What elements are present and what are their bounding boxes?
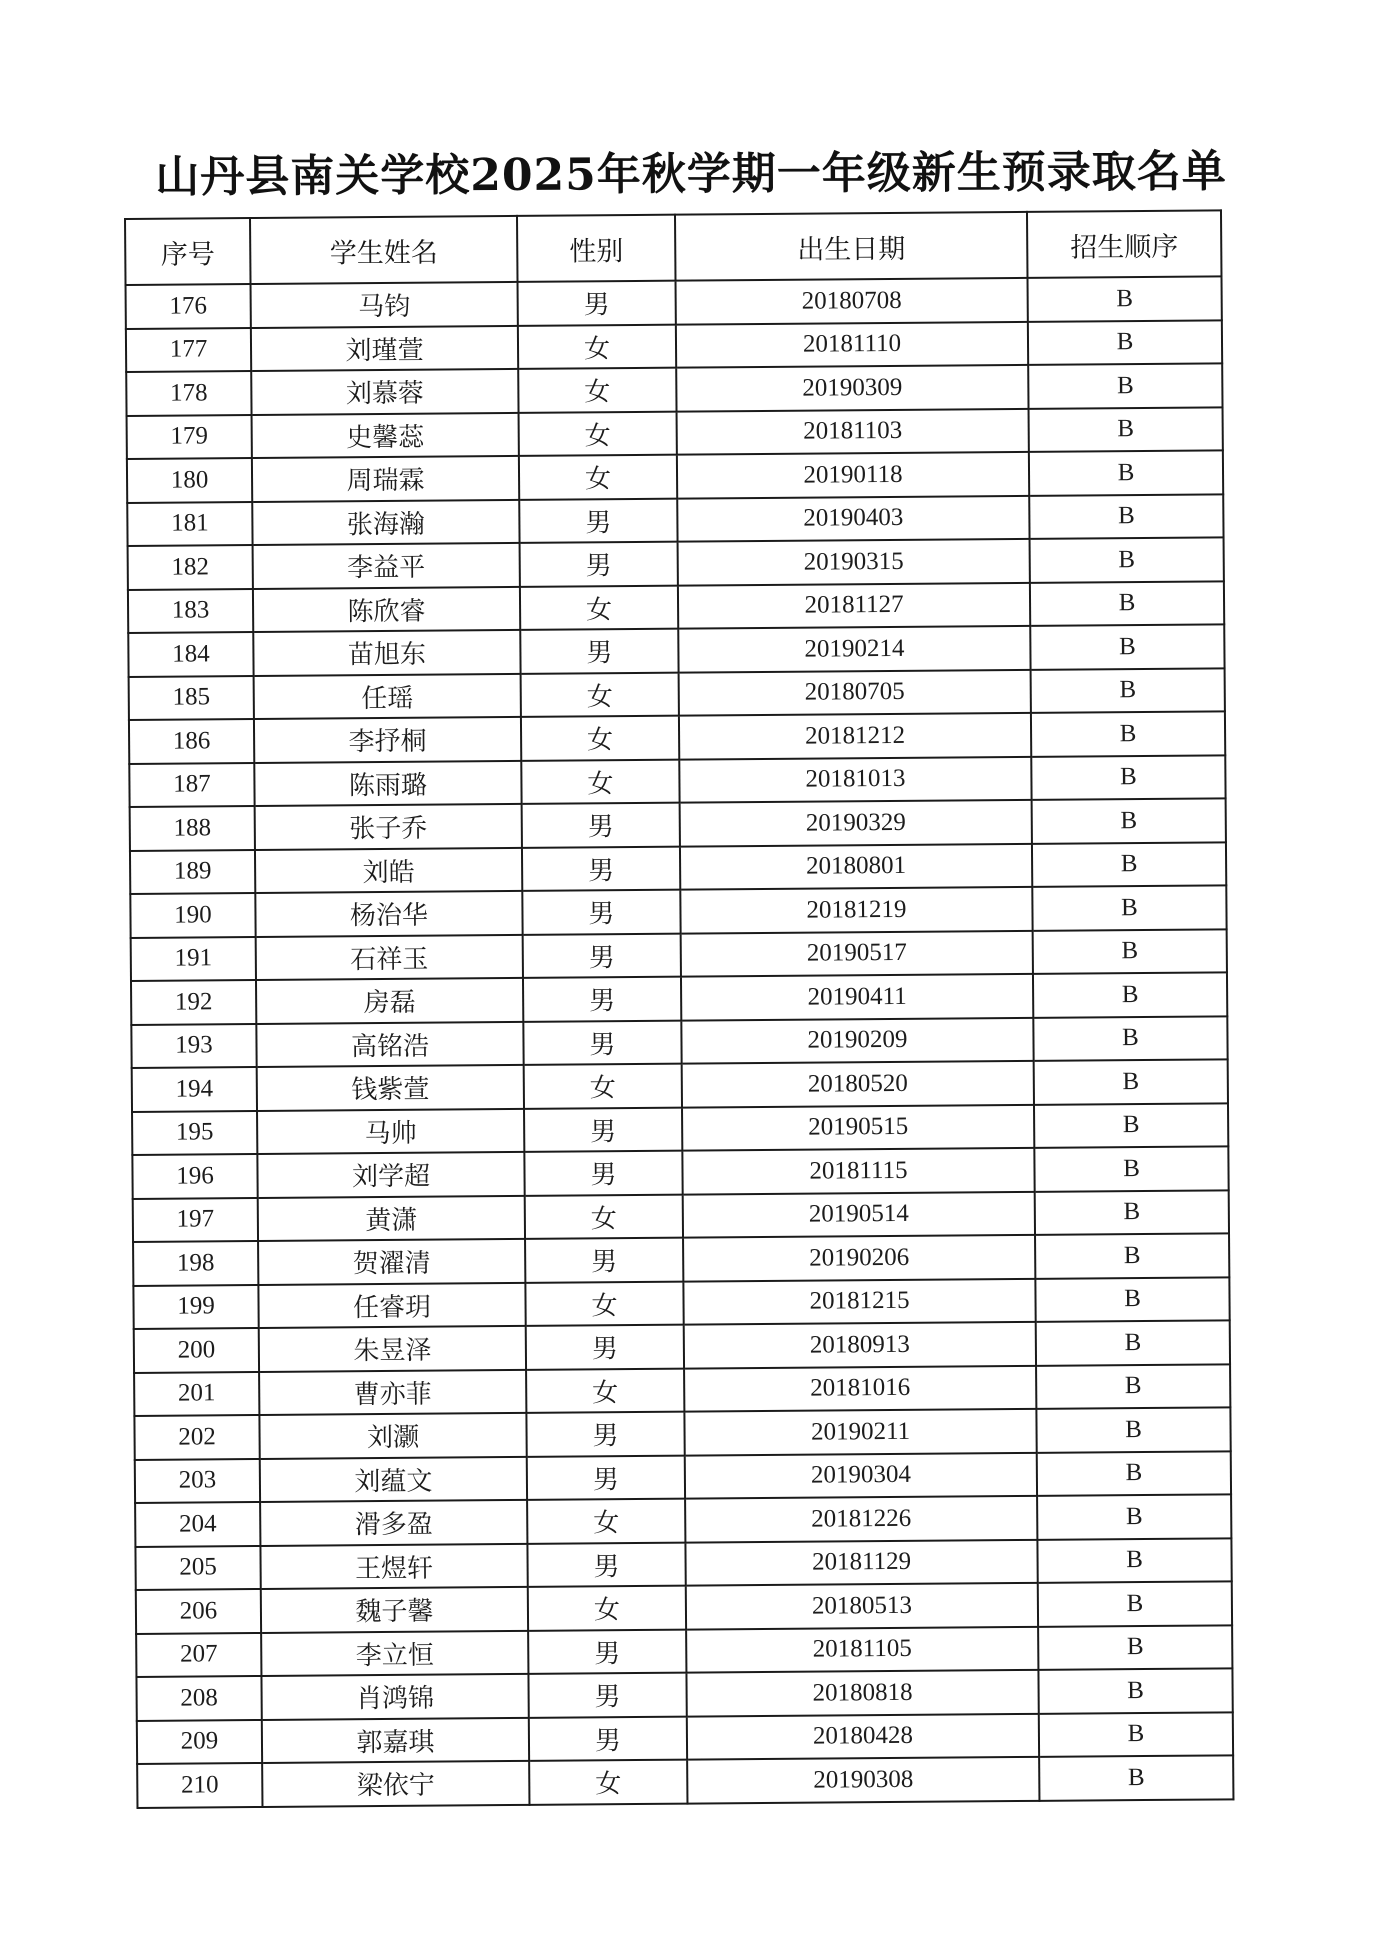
cell-admission-order: B xyxy=(1029,450,1223,495)
cell-student-name: 刘瑾萱 xyxy=(251,325,518,371)
cell-seq: 182 xyxy=(128,545,253,589)
cell-birth-date: 20190315 xyxy=(678,539,1030,585)
cell-birth-date: 20181105 xyxy=(686,1626,1038,1672)
cell-gender: 男 xyxy=(528,1673,686,1718)
cell-seq: 209 xyxy=(137,1719,262,1763)
cell-gender: 女 xyxy=(526,1368,684,1413)
cell-seq: 194 xyxy=(132,1067,257,1111)
cell-birth-date: 20181016 xyxy=(684,1365,1036,1411)
cell-student-name: 朱昱泽 xyxy=(259,1326,526,1372)
cell-admission-order: B xyxy=(1038,1625,1232,1670)
cell-gender: 男 xyxy=(523,1020,681,1065)
cell-gender: 女 xyxy=(525,1281,683,1326)
cell-admission-order: B xyxy=(1035,1190,1229,1235)
cell-gender: 女 xyxy=(528,1586,686,1631)
cell-birth-date: 20180818 xyxy=(686,1670,1038,1716)
cell-student-name: 刘学超 xyxy=(257,1152,524,1198)
cell-seq: 181 xyxy=(127,502,252,546)
cell-student-name: 周瑞霖 xyxy=(252,456,519,502)
cell-birth-date: 20181110 xyxy=(676,321,1028,367)
cell-birth-date: 20180708 xyxy=(676,278,1028,324)
cell-student-name: 贺濯清 xyxy=(258,1239,525,1285)
cell-seq: 200 xyxy=(134,1328,259,1372)
cell-admission-order: B xyxy=(1034,1146,1228,1191)
cell-student-name: 黄潇 xyxy=(258,1195,525,1241)
cell-student-name: 滑多盈 xyxy=(260,1500,527,1546)
cell-student-name: 刘皓 xyxy=(255,847,522,893)
cell-admission-order: B xyxy=(1036,1364,1230,1409)
cell-admission-order: B xyxy=(1037,1451,1231,1496)
cell-student-name: 李益平 xyxy=(253,543,520,589)
cell-birth-date: 20181129 xyxy=(685,1539,1037,1585)
cell-admission-order: B xyxy=(1031,711,1225,756)
cell-seq: 197 xyxy=(133,1197,258,1241)
cell-student-name: 魏子馨 xyxy=(261,1587,528,1633)
cell-student-name: 张海瀚 xyxy=(252,499,519,545)
table-body xyxy=(126,276,1234,1807)
cell-birth-date: 20180428 xyxy=(687,1713,1039,1759)
cell-student-name: 史馨蕊 xyxy=(252,412,519,458)
roster-sheet xyxy=(124,209,1232,1808)
cell-gender: 男 xyxy=(522,846,680,891)
cell-seq: 177 xyxy=(126,328,251,372)
cell-seq: 179 xyxy=(127,415,252,459)
cell-gender: 女 xyxy=(521,759,679,804)
cell-seq: 203 xyxy=(135,1458,260,1502)
cell-birth-date: 20190206 xyxy=(683,1235,1035,1281)
cell-seq: 204 xyxy=(135,1502,260,1546)
cell-student-name: 杨治华 xyxy=(255,891,522,937)
cell-admission-order: B xyxy=(1033,972,1227,1017)
cell-gender: 男 xyxy=(526,1325,684,1370)
cell-gender: 男 xyxy=(526,1412,684,1457)
cell-student-name: 曹亦菲 xyxy=(259,1369,526,1415)
table-header-row xyxy=(125,210,1221,285)
cell-birth-date: 20181215 xyxy=(683,1278,1035,1324)
cell-birth-date: 20181212 xyxy=(679,713,1031,759)
cell-birth-date: 20181013 xyxy=(679,756,1031,802)
cell-student-name: 王煜轩 xyxy=(260,1543,527,1589)
cell-seq: 189 xyxy=(130,849,255,893)
cell-admission-order: B xyxy=(1039,1755,1233,1800)
cell-seq: 184 xyxy=(128,632,253,676)
cell-gender: 女 xyxy=(521,672,679,717)
cell-admission-order: B xyxy=(1034,1103,1228,1148)
cell-gender: 女 xyxy=(527,1499,685,1544)
cell-seq: 202 xyxy=(134,1415,259,1459)
cell-birth-date: 20190515 xyxy=(682,1104,1034,1150)
cell-birth-date: 20181127 xyxy=(678,582,1030,628)
cell-seq: 206 xyxy=(136,1589,261,1633)
cell-admission-order: B xyxy=(1039,1712,1233,1757)
cell-birth-date: 20181115 xyxy=(682,1148,1034,1194)
cell-seq: 180 xyxy=(127,458,252,502)
cell-birth-date: 20181226 xyxy=(685,1496,1037,1542)
cell-gender: 男 xyxy=(527,1455,685,1500)
cell-seq: 193 xyxy=(131,1023,256,1067)
header-gender: 性别 xyxy=(517,215,676,282)
cell-birth-date: 20190209 xyxy=(681,1017,1033,1063)
cell-birth-date: 20181219 xyxy=(680,887,1032,933)
cell-admission-order: B xyxy=(1031,668,1225,713)
cell-birth-date: 20181103 xyxy=(677,408,1029,454)
cell-student-name: 陈雨璐 xyxy=(254,760,521,806)
cell-seq: 195 xyxy=(132,1110,257,1154)
cell-admission-order: B xyxy=(1029,494,1223,539)
cell-birth-date: 20190304 xyxy=(685,1452,1037,1498)
header-birth-date: 出生日期 xyxy=(675,212,1028,281)
cell-birth-date: 20190411 xyxy=(681,974,1033,1020)
cell-gender: 男 xyxy=(524,1107,682,1152)
cell-admission-order: B xyxy=(1032,798,1226,843)
cell-seq: 178 xyxy=(126,371,251,415)
cell-student-name: 高铭浩 xyxy=(256,1021,523,1067)
cell-student-name: 张子乔 xyxy=(255,804,522,850)
cell-seq: 183 xyxy=(128,588,253,632)
cell-admission-order: B xyxy=(1036,1320,1230,1365)
cell-admission-order: B xyxy=(1034,1059,1228,1104)
cell-gender: 女 xyxy=(518,368,676,413)
cell-seq: 192 xyxy=(131,980,256,1024)
cell-birth-date: 20190329 xyxy=(680,800,1032,846)
cell-student-name: 马钧 xyxy=(251,282,518,328)
cell-student-name: 马帅 xyxy=(257,1108,524,1154)
cell-admission-order: B xyxy=(1027,276,1221,321)
cell-admission-order: B xyxy=(1036,1407,1230,1452)
document-title: 山丹县南关学校2025年秋学期一年级新生预录取名单 xyxy=(155,146,1227,203)
cell-admission-order: B xyxy=(1035,1277,1229,1322)
admission-roster-table xyxy=(124,209,1234,1808)
header-student-name: 学生姓名 xyxy=(250,216,518,284)
cell-admission-order: B xyxy=(1032,842,1226,887)
table-row xyxy=(137,1755,1233,1807)
cell-admission-order: B xyxy=(1028,320,1222,365)
cell-gender: 男 xyxy=(518,281,676,326)
header-seq: 序号 xyxy=(125,218,251,285)
cell-gender: 男 xyxy=(524,1151,682,1196)
cell-seq: 210 xyxy=(137,1763,262,1807)
cell-gender: 女 xyxy=(524,1064,682,1109)
cell-student-name: 陈欣睿 xyxy=(253,586,520,632)
cell-gender: 女 xyxy=(519,411,677,456)
cell-student-name: 房磊 xyxy=(256,978,523,1024)
cell-birth-date: 20190308 xyxy=(687,1757,1039,1803)
cell-gender: 女 xyxy=(521,716,679,761)
cell-seq: 186 xyxy=(129,719,254,763)
cell-gender: 男 xyxy=(523,933,681,978)
cell-admission-order: B xyxy=(1030,624,1224,669)
cell-student-name: 刘慕蓉 xyxy=(251,369,518,415)
cell-birth-date: 20190118 xyxy=(677,452,1029,498)
cell-student-name: 刘蕴文 xyxy=(260,1456,527,1502)
cell-student-name: 任瑶 xyxy=(254,673,521,719)
cell-seq: 191 xyxy=(131,936,256,980)
cell-student-name: 刘灏 xyxy=(259,1413,526,1459)
cell-seq: 205 xyxy=(135,1545,260,1589)
cell-birth-date: 20190403 xyxy=(677,495,1029,541)
cell-admission-order: B xyxy=(1035,1233,1229,1278)
header-admission-order: 招生顺序 xyxy=(1027,210,1222,278)
cell-student-name: 石祥玉 xyxy=(256,934,523,980)
cell-gender: 男 xyxy=(520,629,678,674)
cell-admission-order: B xyxy=(1032,885,1226,930)
cell-admission-order: B xyxy=(1028,363,1222,408)
cell-gender: 男 xyxy=(528,1629,686,1674)
cell-birth-date: 20190309 xyxy=(676,365,1028,411)
cell-seq: 187 xyxy=(129,762,254,806)
cell-birth-date: 20180520 xyxy=(682,1061,1034,1107)
cell-student-name: 苗旭东 xyxy=(253,630,520,676)
cell-birth-date: 20180513 xyxy=(686,1583,1038,1629)
cell-gender: 男 xyxy=(522,890,680,935)
cell-seq: 190 xyxy=(130,893,255,937)
cell-gender: 男 xyxy=(520,542,678,587)
cell-seq: 196 xyxy=(132,1154,257,1198)
cell-seq: 185 xyxy=(129,675,254,719)
cell-student-name: 任睿玥 xyxy=(258,1282,525,1328)
cell-student-name: 肖鸿锦 xyxy=(261,1674,528,1720)
cell-seq: 188 xyxy=(130,806,255,850)
cell-admission-order: B xyxy=(1033,929,1227,974)
cell-admission-order: B xyxy=(1029,407,1223,452)
cell-admission-order: B xyxy=(1037,1494,1231,1539)
cell-admission-order: B xyxy=(1033,1016,1227,1061)
cell-student-name: 李立恒 xyxy=(261,1630,528,1676)
cell-admission-order: B xyxy=(1037,1538,1231,1583)
cell-seq: 207 xyxy=(136,1632,261,1676)
cell-gender: 男 xyxy=(529,1716,687,1761)
cell-gender: 男 xyxy=(522,803,680,848)
cell-birth-date: 20180801 xyxy=(680,843,1032,889)
cell-seq: 198 xyxy=(133,1241,258,1285)
cell-admission-order: B xyxy=(1038,1581,1232,1626)
cell-admission-order: B xyxy=(1031,755,1225,800)
cell-gender: 女 xyxy=(520,585,678,630)
cell-seq: 176 xyxy=(126,284,251,328)
cell-gender: 女 xyxy=(518,324,676,369)
cell-admission-order: B xyxy=(1030,581,1224,626)
cell-gender: 女 xyxy=(529,1760,687,1805)
cell-gender: 女 xyxy=(525,1194,683,1239)
cell-birth-date: 20190211 xyxy=(684,1409,1036,1455)
cell-birth-date: 20190214 xyxy=(678,626,1030,672)
cell-gender: 男 xyxy=(519,498,677,543)
cell-gender: 男 xyxy=(523,977,681,1022)
cell-birth-date: 20180913 xyxy=(684,1322,1036,1368)
cell-gender: 女 xyxy=(519,455,677,500)
cell-student-name: 钱紫萱 xyxy=(257,1065,524,1111)
cell-student-name: 郭嘉琪 xyxy=(262,1717,529,1763)
cell-gender: 男 xyxy=(527,1542,685,1587)
cell-seq: 199 xyxy=(133,1284,258,1328)
cell-admission-order: B xyxy=(1030,537,1224,582)
cell-student-name: 梁依宁 xyxy=(262,1761,529,1807)
cell-seq: 201 xyxy=(134,1371,259,1415)
cell-birth-date: 20190517 xyxy=(681,930,1033,976)
cell-admission-order: B xyxy=(1038,1668,1232,1713)
cell-student-name: 李抒桐 xyxy=(254,717,521,763)
cell-birth-date: 20190514 xyxy=(683,1191,1035,1237)
cell-gender: 男 xyxy=(525,1238,683,1283)
cell-birth-date: 20180705 xyxy=(679,669,1031,715)
cell-seq: 208 xyxy=(136,1676,261,1720)
